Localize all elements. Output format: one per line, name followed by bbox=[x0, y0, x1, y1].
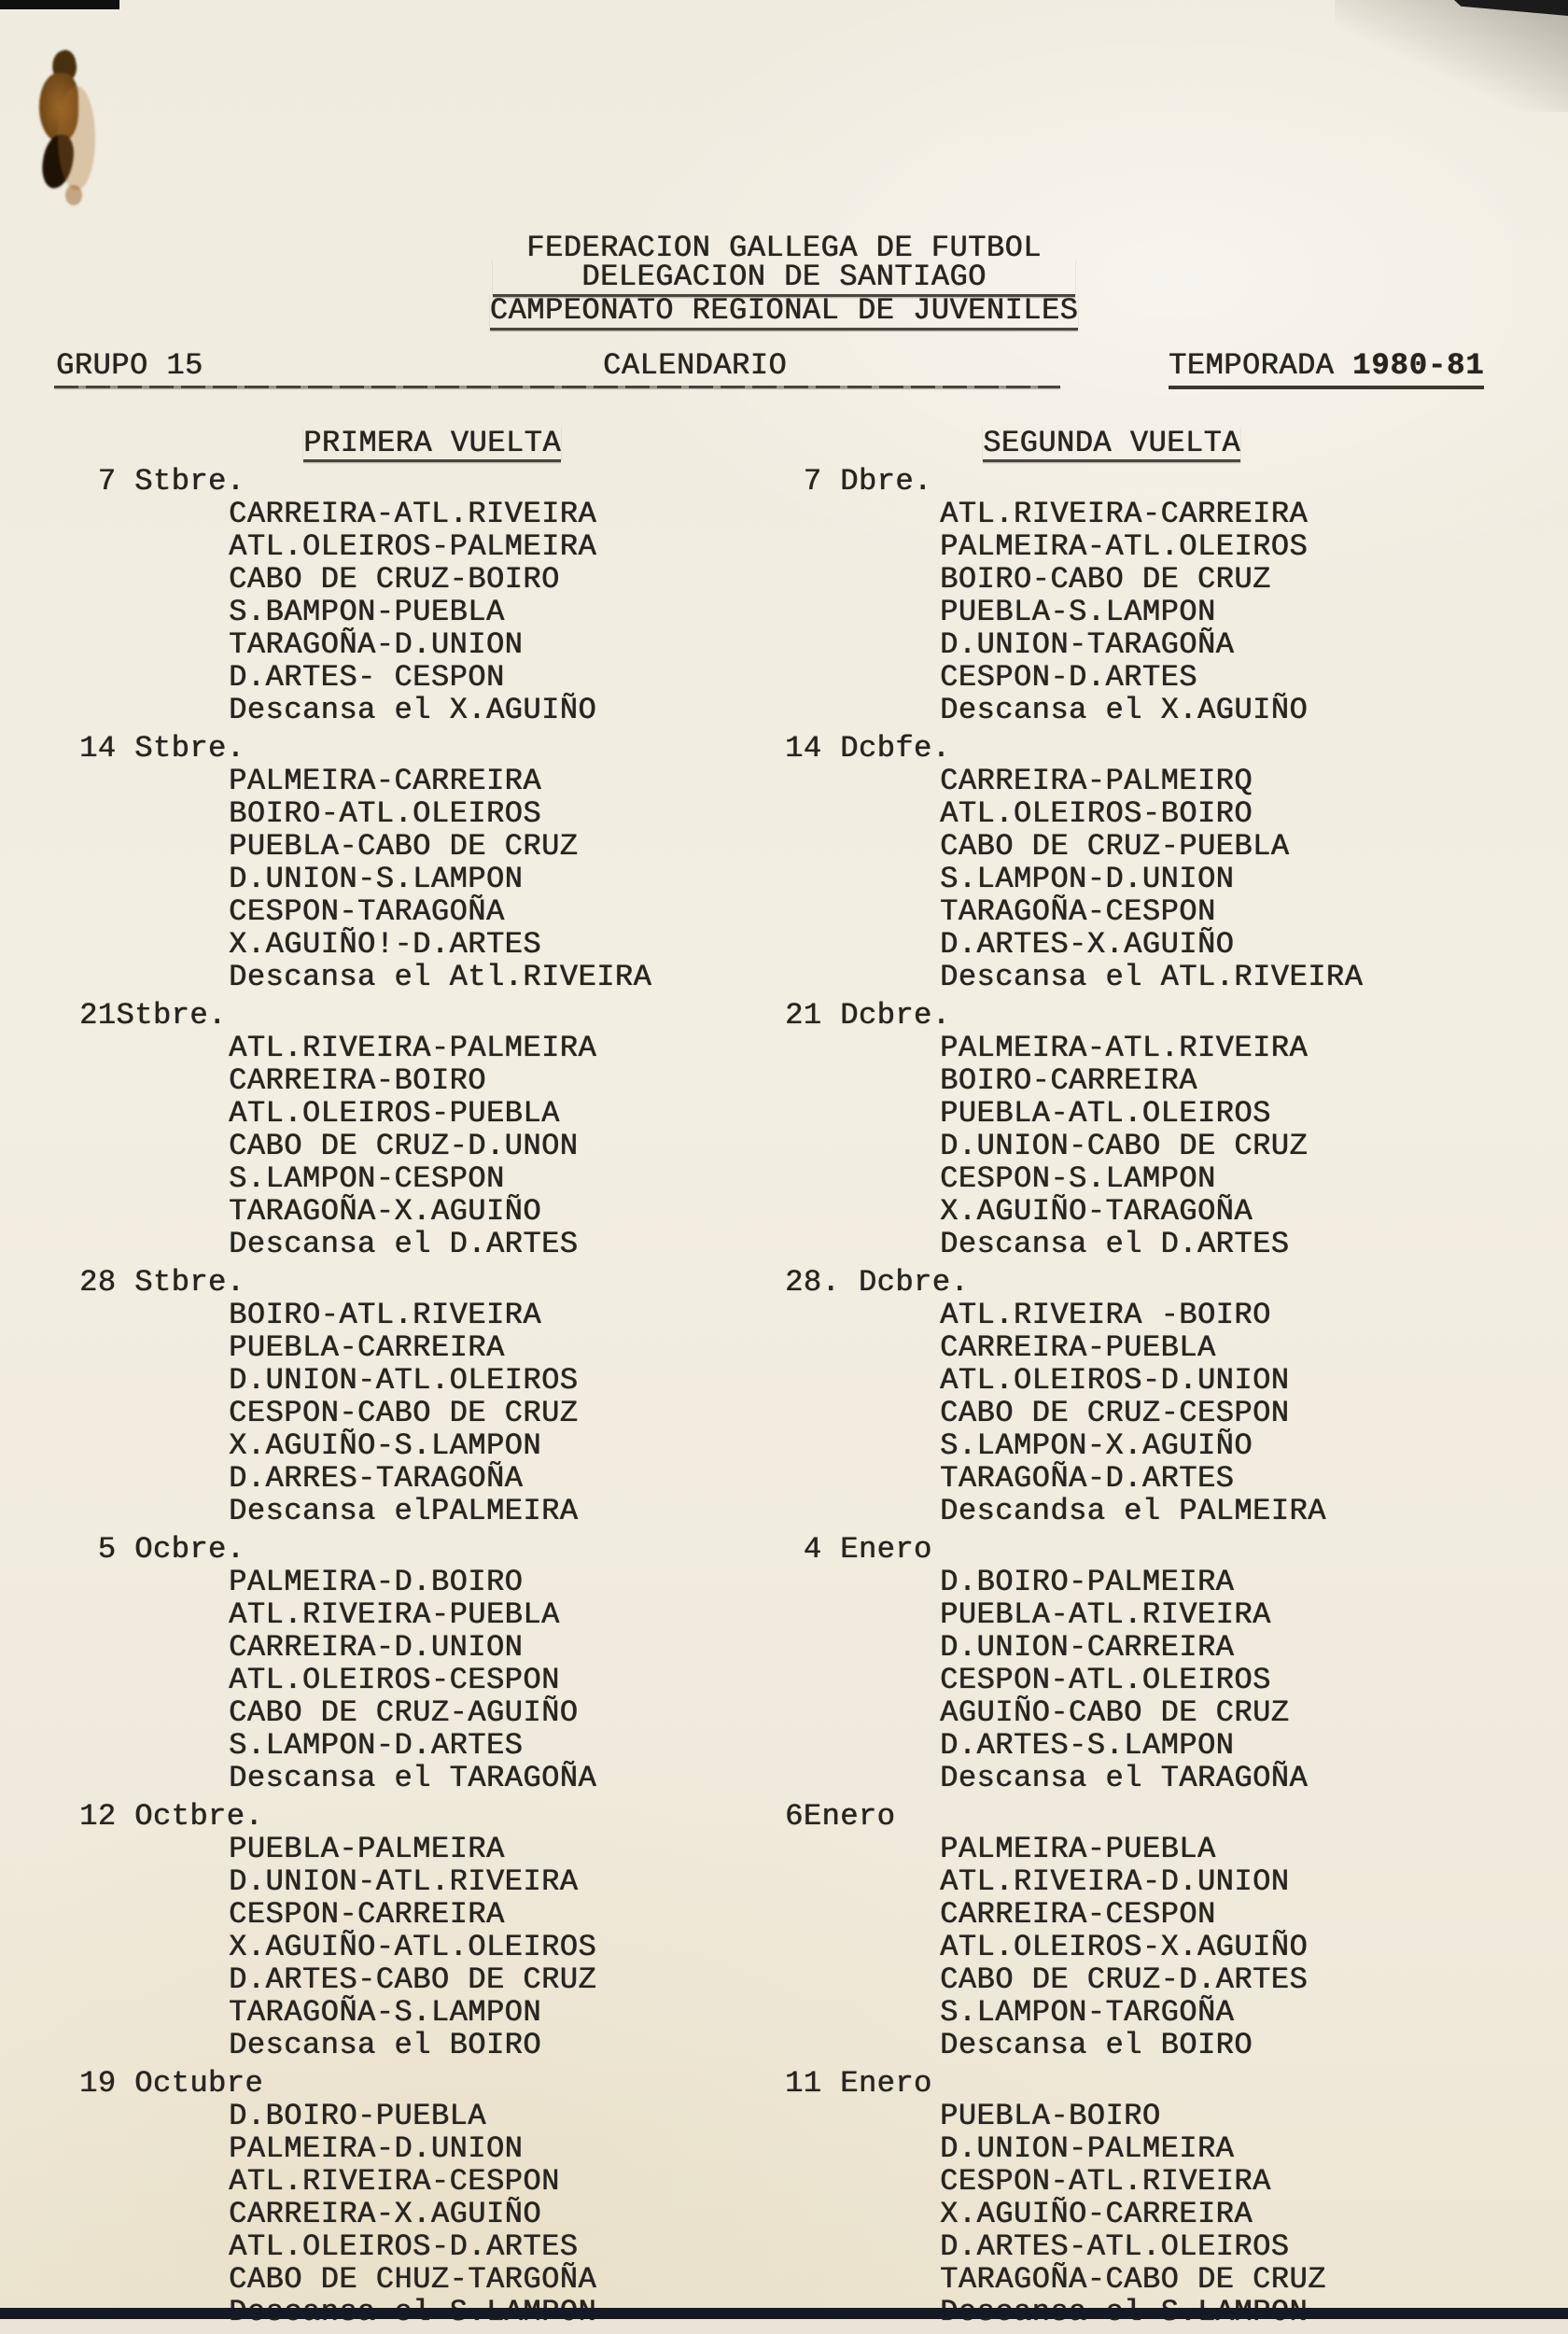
match-line: D.BOIRO-PUEBLA bbox=[229, 2099, 486, 2133]
matchday-date: 12 Octbre. bbox=[79, 1799, 264, 1834]
match-line: PUEBLA-PALMEIRA bbox=[229, 1832, 505, 1866]
matchday-date: 4 Enero bbox=[785, 1532, 932, 1567]
matchday-date: 19 Octubre bbox=[79, 2066, 264, 2101]
match-line: CESPON-CARREIRA bbox=[229, 1897, 505, 1932]
matchday-date: 11 Enero bbox=[785, 2066, 932, 2101]
match-line: CESPON-D.ARTES bbox=[940, 660, 1197, 695]
scan-edge-top-left bbox=[0, 0, 119, 9]
match-line: X.AGUIÑO-ATL.OLEIROS bbox=[229, 1930, 597, 1964]
match-line: PALMEIRA-PUEBLA bbox=[940, 1832, 1216, 1866]
match-line: TARAGOÑA-X.AGUIÑO bbox=[229, 1194, 541, 1229]
match-list bbox=[229, 1833, 785, 2061]
matchday-section bbox=[79, 732, 785, 993]
match-list bbox=[940, 498, 1438, 726]
match-line: BOIRO-CABO DE CRUZ bbox=[940, 562, 1271, 597]
rest-line: Descansa el TARAGOÑA bbox=[229, 1761, 597, 1795]
match-line: D.ARTES-X.AGUIÑO bbox=[940, 927, 1235, 962]
rest-line: Descansa el BOIRO bbox=[229, 2028, 541, 2062]
rest-line: Descandsa el PALMEIRA bbox=[940, 1494, 1326, 1528]
rest-line: Descansa el D.ARTES bbox=[229, 1227, 579, 1261]
match-line: D.UNION-ATL.OLEIROS bbox=[229, 1363, 579, 1398]
matchday-date: 7 Stbre. bbox=[79, 464, 245, 499]
match-line: TARAGOÑA-CABO DE CRUZ bbox=[940, 2262, 1326, 2297]
calendar-label: CALENDARIO bbox=[603, 348, 788, 383]
matchday-section bbox=[79, 1266, 785, 1527]
match-line: CARREIRA-PUEBLA bbox=[940, 1330, 1216, 1365]
matchday-section bbox=[79, 2067, 785, 2328]
match-line: CABO DE CRUZ-PUEBLA bbox=[940, 829, 1290, 864]
match-line: PUEBLA-S.LAMPON bbox=[940, 595, 1216, 629]
match-line: ATL.OLEIROS-BOIRO bbox=[940, 796, 1253, 831]
match-line: ATL.RIVEIRA-D.UNION bbox=[940, 1864, 1290, 1899]
match-line: CARREIRA-D.UNION bbox=[229, 1630, 524, 1665]
match-line: BOIRO-CARREIRA bbox=[940, 1063, 1197, 1098]
matchday-section bbox=[79, 465, 785, 726]
match-line: S.LAMPON-TARGOÑA bbox=[940, 1995, 1235, 2030]
match-line: CESPON-ATL.RIVEIRA bbox=[940, 2164, 1271, 2199]
document-header bbox=[0, 233, 1568, 330]
match-line: PUEBLA-ATL.RIVEIRA bbox=[940, 1597, 1271, 1632]
match-line: CESPON-CABO DE CRUZ bbox=[229, 1396, 579, 1430]
match-line: ATL.OLEIROS-D.UNION bbox=[940, 1363, 1290, 1398]
match-list bbox=[940, 1833, 1438, 2061]
match-line: D.UNION-CABO DE CRUZ bbox=[940, 1129, 1309, 1163]
match-line: ATL.RIVEIRA-PALMEIRA bbox=[229, 1031, 597, 1065]
match-line: AGUIÑO-CABO DE CRUZ bbox=[940, 1695, 1290, 1730]
match-line: TARAGOÑA-D.ARTES bbox=[940, 1461, 1235, 1496]
matchday-section bbox=[785, 999, 1438, 1260]
matchday-section bbox=[785, 1533, 1438, 1794]
matchday-date: 28 Stbre. bbox=[79, 1265, 245, 1300]
round-title: SEGUNDA VUELTA bbox=[983, 426, 1240, 460]
matchday-section bbox=[785, 2067, 1438, 2328]
column-primera-vuelta bbox=[79, 427, 785, 2334]
match-list bbox=[940, 1032, 1438, 1260]
match-line: ATL.RIVEIRA -BOIRO bbox=[940, 1298, 1271, 1332]
matchday-section bbox=[79, 999, 785, 1260]
match-line: PALMEIRA-ATL.OLEIROS bbox=[940, 529, 1309, 564]
match-line: PUEBLA-BOIRO bbox=[940, 2099, 1161, 2133]
match-line: CABO DE CRUZ-D.ARTES bbox=[940, 1962, 1309, 1997]
match-line: D.ARTES- CESPON bbox=[229, 660, 505, 695]
matchday-section bbox=[785, 1266, 1438, 1527]
match-line: CESPON-ATL.OLEIROS bbox=[940, 1663, 1271, 1697]
round-title: PRIMERA VUELTA bbox=[303, 426, 561, 460]
matchday-date: 6Enero bbox=[785, 1799, 896, 1834]
match-line: PUEBLA-CARREIRA bbox=[229, 1330, 505, 1365]
rest-line: Descansa el X.AGUIÑO bbox=[229, 693, 597, 727]
rest-line: Descansa el Atl.RIVEIRA bbox=[229, 960, 652, 994]
match-line: CARREIRA-BOIRO bbox=[229, 1063, 486, 1098]
match-line: D.ARTES-S.LAMPON bbox=[940, 1728, 1235, 1763]
season-years: 1980-81 bbox=[1352, 348, 1485, 383]
match-line: S.LAMPON-D.UNION bbox=[940, 862, 1235, 896]
matchday-date: 14 Stbre. bbox=[79, 731, 245, 766]
match-line: ATL.RIVEIRA-CESPON bbox=[229, 2164, 560, 2199]
rest-line: Descansa el TARAGOÑA bbox=[940, 1761, 1309, 1795]
match-line: X.AGUIÑO-CARREIRA bbox=[940, 2197, 1253, 2231]
match-line: X.AGUIÑO!-D.ARTES bbox=[229, 927, 541, 962]
match-line: CABO DE CRUZ-AGUIÑO bbox=[229, 1695, 579, 1730]
match-line: TARAGOÑA-S.LAMPON bbox=[229, 1995, 541, 2030]
scan-edge-bottom bbox=[0, 2308, 1568, 2319]
ruled-underline bbox=[54, 386, 1060, 388]
group-label: GRUPO 15 bbox=[56, 348, 203, 383]
match-line: CESPON-S.LAMPON bbox=[940, 1161, 1216, 1196]
match-line: ATL.OLEIROS-D.ARTES bbox=[229, 2229, 579, 2264]
match-line: CESPON-TARAGOÑA bbox=[229, 894, 505, 929]
matchday-date: 14 Dcbfe. bbox=[785, 731, 951, 766]
match-line: S.BAMPON-PUEBLA bbox=[229, 595, 505, 629]
match-line: ATL.OLEIROS-PALMEIRA bbox=[229, 529, 597, 564]
match-line: PALMEIRA-D.BOIRO bbox=[229, 1565, 524, 1599]
match-line: ATL.OLEIROS-X.AGUIÑO bbox=[940, 1930, 1309, 1964]
delegation-subtitle: DELEGACION DE SANTIAGO bbox=[493, 260, 1074, 297]
match-line: ATL.RIVEIRA-PUEBLA bbox=[229, 1597, 560, 1632]
match-list bbox=[229, 765, 785, 993]
match-line: ATL.OLEIROS-CESPON bbox=[229, 1663, 560, 1697]
match-list bbox=[229, 2100, 785, 2328]
match-list bbox=[940, 765, 1438, 993]
match-line: X.AGUIÑO-TARAGOÑA bbox=[940, 1194, 1253, 1229]
match-line: CABO DE CRUZ-BOIRO bbox=[229, 562, 560, 597]
rounds-columns bbox=[0, 427, 1568, 2334]
match-line: CARREIRA-CESPON bbox=[940, 1897, 1216, 1932]
ink-stain bbox=[34, 49, 99, 189]
match-line: CABO DE CHUZ-TARGOÑA bbox=[229, 2262, 597, 2297]
scan-shadow-top-right bbox=[1335, 0, 1568, 112]
rest-line: Descansa elPALMEIRA bbox=[229, 1494, 579, 1528]
match-line: CARREIRA-X.AGUIÑO bbox=[229, 2197, 541, 2231]
matchday-section bbox=[79, 1533, 785, 1794]
match-line: S.LAMPON-D.ARTES bbox=[229, 1728, 524, 1763]
match-line: D.UNION-PALMEIRA bbox=[940, 2131, 1235, 2166]
rest-line: Descansa el ATL.RIVEIRA bbox=[940, 960, 1364, 994]
match-line: X.AGUIÑO-S.LAMPON bbox=[229, 1428, 541, 1463]
matchday-date: 28. Dcbre. bbox=[785, 1265, 970, 1300]
matchday-date: 21 Dcbre. bbox=[785, 998, 951, 1033]
meta-row bbox=[0, 348, 1568, 389]
match-list bbox=[940, 1299, 1438, 1527]
season-label bbox=[1169, 348, 1484, 389]
matchday-section bbox=[785, 732, 1438, 993]
match-line: CARREIRA-PALMEIRQ bbox=[940, 764, 1253, 798]
match-list bbox=[229, 1032, 785, 1260]
matchday-date: 21Stbre. bbox=[79, 998, 227, 1033]
matchday-section bbox=[785, 465, 1438, 726]
match-list bbox=[229, 1566, 785, 1794]
matchday-date: 7 Dbre. bbox=[785, 464, 932, 499]
rest-line: Descansa el BOIRO bbox=[940, 2028, 1253, 2062]
matchday-section bbox=[79, 1800, 785, 2061]
match-line: D.ARTES-CABO DE CRUZ bbox=[229, 1962, 597, 1997]
match-line: D.ARRES-TARAGOÑA bbox=[229, 1461, 524, 1496]
match-line: TARAGOÑA-CESPON bbox=[940, 894, 1216, 929]
season-word: TEMPORADA bbox=[1169, 348, 1353, 383]
match-line: BOIRO-ATL.OLEIROS bbox=[229, 796, 541, 831]
match-list bbox=[229, 498, 785, 726]
match-line: BOIRO-ATL.RIVEIRA bbox=[229, 1298, 541, 1332]
match-line: PUEBLA-CABO DE CRUZ bbox=[229, 829, 579, 864]
match-line: ATL.RIVEIRA-CARREIRA bbox=[940, 497, 1309, 531]
matchday-date: 5 Ocbre. bbox=[79, 1532, 245, 1567]
match-line: PALMEIRA-CARREIRA bbox=[229, 764, 541, 798]
match-line: CABO DE CRUZ-CESPON bbox=[940, 1396, 1290, 1430]
rest-line: Descansa el D.ARTES bbox=[940, 1227, 1290, 1261]
column-segunda-vuelta bbox=[785, 427, 1438, 2334]
federation-title: FEDERACION GALLEGA DE FUTBOL bbox=[526, 231, 1042, 265]
match-line: D.UNION-ATL.RIVEIRA bbox=[229, 1864, 579, 1899]
match-line: TARAGOÑA-D.UNION bbox=[229, 627, 524, 662]
match-line: ATL.OLEIROS-PUEBLA bbox=[229, 1096, 560, 1131]
match-line: PALMEIRA-ATL.RIVEIRA bbox=[940, 1031, 1309, 1065]
match-line: S.LAMPON-CESPON bbox=[229, 1161, 505, 1196]
match-line: PALMEIRA-D.UNION bbox=[229, 2131, 524, 2166]
match-line: D.BOIRO-PALMEIRA bbox=[940, 1565, 1235, 1599]
match-line: D.UNION-TARAGOÑA bbox=[940, 627, 1235, 662]
matchday-section bbox=[785, 1800, 1438, 2061]
match-line: S.LAMPON-X.AGUIÑO bbox=[940, 1428, 1253, 1463]
rest-line: Descansa el X.AGUIÑO bbox=[940, 693, 1309, 727]
match-line: D.ARTES-ATL.OLEIROS bbox=[940, 2229, 1290, 2264]
match-line: CARREIRA-ATL.RIVEIRA bbox=[229, 497, 597, 531]
match-line: CABO DE CRUZ-D.UNON bbox=[229, 1129, 579, 1163]
match-list bbox=[940, 2100, 1438, 2328]
championship-subtitle: CAMPEONATO REGIONAL DE JUVENILES bbox=[490, 293, 1079, 330]
match-list bbox=[229, 1299, 785, 1527]
match-list bbox=[940, 1566, 1438, 1794]
match-line: D.UNION-S.LAMPON bbox=[229, 862, 524, 896]
match-line: PUEBLA-ATL.OLEIROS bbox=[940, 1096, 1271, 1131]
match-line: D.UNION-CARREIRA bbox=[940, 1630, 1235, 1665]
